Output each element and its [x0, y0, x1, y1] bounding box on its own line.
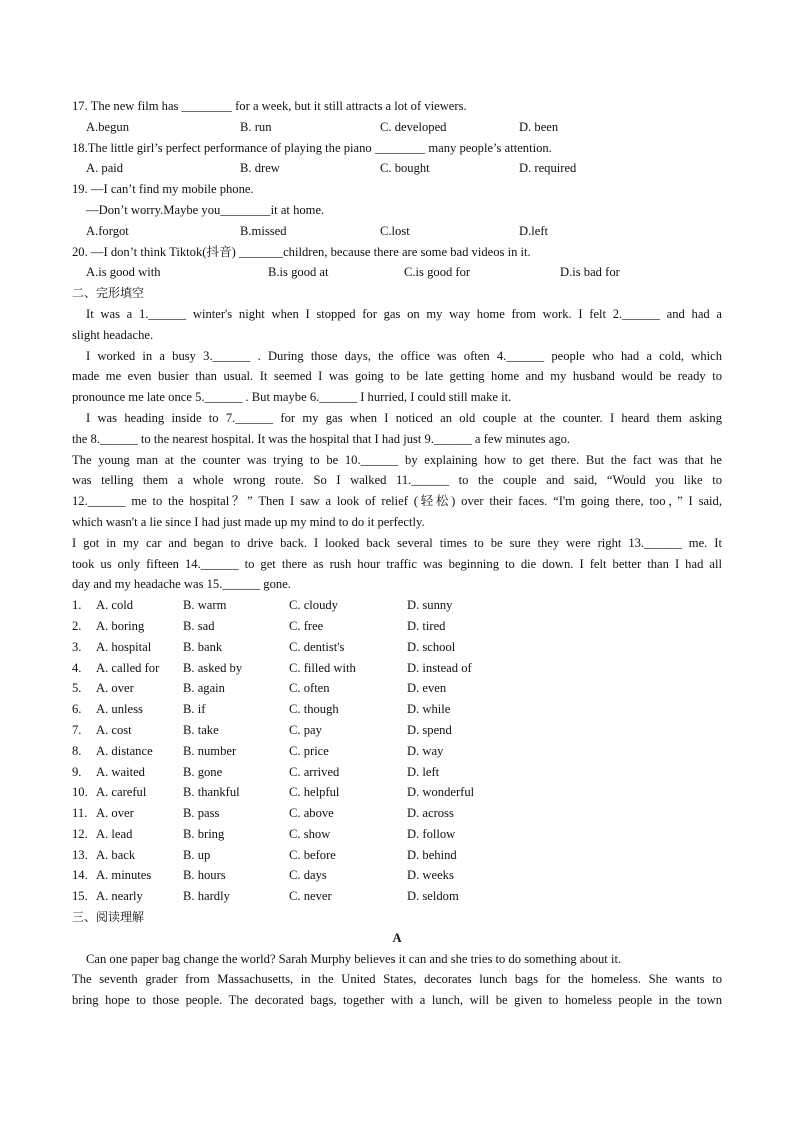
option-number: 2.	[72, 618, 82, 633]
option: C. developed	[380, 119, 447, 134]
option-row	[72, 658, 722, 679]
option-number: 11.	[72, 806, 88, 821]
option: C. often	[289, 681, 330, 696]
option: D. even	[407, 681, 447, 696]
option: C. filled with	[289, 660, 356, 675]
option: C. helpful	[289, 785, 340, 800]
option: B. gone	[183, 764, 223, 779]
option: D. spend	[407, 722, 452, 737]
option: B. hardly	[183, 889, 230, 904]
option: D.is bad for	[560, 265, 620, 280]
option: D. tired	[407, 618, 446, 633]
passage-line: I worked in a busy 3.______ . During those days, the office was often 4.______ people who had a cold, which	[86, 348, 722, 363]
passage-line: made me even busier than usual. It seemed I was going to be late getting home and my husband would be ready to	[72, 369, 722, 384]
option: C. dentist's	[289, 639, 345, 654]
exam-page	[72, 96, 722, 1011]
option-number: 6.	[72, 702, 82, 717]
option: B. number	[183, 743, 237, 758]
option: B. bank	[183, 639, 223, 654]
question-19-options	[72, 221, 722, 242]
option: C.lost	[380, 223, 410, 238]
question-19-stem: 19. —I can’t find my mobile phone.	[72, 182, 254, 197]
passage-line: The seventh grader from Massachusetts, in the United States, decorates lunch bags for the homeless. She wants to	[72, 972, 722, 987]
option: A. nearly	[96, 889, 143, 904]
passage-line: I was heading inside to 7.______ for my gas when I noticed an old couple at the counter. I heard them asking	[86, 410, 722, 425]
cloze-passage	[72, 304, 722, 595]
option: D. while	[407, 702, 451, 717]
question-20-options	[72, 262, 722, 283]
option: D.left	[519, 223, 549, 238]
option: A. distance	[96, 743, 153, 758]
question-20-stem: 20. —I don’t think Tiktok(抖音) _______children, because there are some bad videos in it.	[72, 244, 531, 259]
option-row	[72, 762, 722, 783]
option: C. show	[289, 826, 331, 841]
option: A.begun	[86, 119, 130, 134]
option-number: 5.	[72, 681, 82, 696]
option: D. sunny	[407, 598, 453, 613]
option: D. seldom	[407, 889, 459, 904]
option: B. asked by	[183, 660, 243, 675]
option-number: 8.	[72, 743, 82, 758]
section-title-cloze: 二、完形填空	[72, 286, 145, 301]
option: C. before	[289, 847, 336, 862]
passage-line: The young man at the counter was trying to be 10.______ by explaining how to get there. But the fact was that he	[72, 452, 722, 467]
option: C. pay	[289, 722, 322, 737]
option: B. bring	[183, 826, 225, 841]
option: A. careful	[96, 785, 147, 800]
option-number: 3.	[72, 639, 82, 654]
option-row	[72, 637, 722, 658]
option: A. paid	[86, 161, 124, 176]
option-number: 13.	[72, 847, 88, 862]
option-number: 12.	[72, 826, 88, 841]
option: A. over	[96, 681, 134, 696]
option: B. up	[183, 847, 211, 862]
option: B. again	[183, 681, 225, 696]
passage-line: day and my headache was 15.______ gone.	[72, 577, 291, 592]
option: C.is good for	[404, 265, 471, 280]
option: B. pass	[183, 806, 220, 821]
option: C. bought	[380, 161, 430, 176]
option: D. across	[407, 806, 454, 821]
option: B. thankful	[183, 785, 240, 800]
option-row	[72, 845, 722, 866]
passage-line: Can one paper bag change the world? Sarah Murphy believes it can and she tries to do something about it.	[86, 951, 622, 966]
option: B. if	[183, 702, 206, 717]
option-row	[72, 824, 722, 845]
option: B. hours	[183, 868, 226, 883]
option: A. over	[96, 806, 134, 821]
option: A. boring	[96, 618, 145, 633]
option-row	[72, 699, 722, 720]
option: D. wonderful	[407, 785, 475, 800]
question-18-stem: 18.The little girl’s perfect performance of playing the piano ________ many people’s attention.	[72, 140, 552, 155]
option: A.forgot	[86, 223, 129, 238]
passage-line: It was a 1.______ winter's night when I stopped for gas on my way home from work. I felt 2.______ and had a	[86, 306, 722, 321]
option: B. take	[183, 722, 219, 737]
question-19-reply: —Don’t worry.Maybe you________it at home.	[86, 202, 325, 217]
section-title-reading: 三、阅读理解	[72, 910, 145, 925]
option: C. cloudy	[289, 598, 338, 613]
option: B.missed	[240, 223, 287, 238]
option-number: 9.	[72, 764, 82, 779]
option: B. sad	[183, 618, 215, 633]
option-number: 7.	[72, 722, 82, 737]
option: A. unless	[96, 702, 143, 717]
option: D. follow	[407, 826, 456, 841]
passage-line: bring hope to those people. The decorated bags, together with a lunch, will be given to homeless people in the town	[72, 993, 722, 1008]
option-row	[72, 720, 722, 741]
option: D. school	[407, 639, 456, 654]
option: D. weeks	[407, 868, 454, 883]
option: A. minutes	[96, 868, 152, 883]
passage-line: slight headache.	[72, 327, 154, 342]
option-number: 15.	[72, 889, 88, 904]
reading-passage	[72, 949, 722, 1011]
passage-line: the 8.______ to the nearest hospital. It was the hospital that I had just 9.______ a few minutes ago.	[72, 431, 571, 446]
option: D. left	[407, 764, 440, 779]
option-number: 1.	[72, 598, 82, 613]
passage-line: I got in my car and began to drive back. I looked back several times to be sure they were right 13.______ me. It	[72, 535, 722, 550]
option: A. cold	[96, 598, 134, 613]
passage-label: A	[392, 930, 402, 945]
passage-line: 12.______ me to the hospital？” Then I saw a look of relief (轻松) over their faces. “I'm going there, too，” I said,	[72, 494, 722, 509]
option: D. required	[519, 161, 577, 176]
question-17-options	[72, 117, 722, 138]
cloze-options	[72, 595, 722, 907]
option: B. drew	[240, 161, 280, 176]
option-row	[72, 678, 722, 699]
passage-line: took us only fifteen 14.______ to get there as rush hour traffic was beginning to die down. I felt better than I had all	[72, 556, 722, 571]
option: B. run	[240, 119, 272, 134]
option-number: 4.	[72, 660, 82, 675]
option: C. arrived	[289, 764, 340, 779]
option: A. waited	[96, 764, 145, 779]
option: A. called for	[96, 660, 160, 675]
option: A. hospital	[96, 639, 152, 654]
option: C. though	[289, 702, 339, 717]
option: B.is good at	[268, 265, 329, 280]
option: D. been	[519, 119, 559, 134]
option-row	[72, 782, 722, 803]
question-17-stem: 17. The new film has ________ for a week, but it still attracts a lot of viewers.	[72, 99, 467, 113]
option: A. cost	[96, 722, 132, 737]
option: A. back	[96, 847, 136, 862]
option: D. instead of	[407, 660, 472, 675]
passage-line: pronounce me late once 5.______ . But maybe 6.______ I hurried, I could still make it.	[72, 390, 512, 405]
option-row	[72, 803, 722, 824]
option-row	[72, 886, 722, 907]
option-number: 14.	[72, 868, 88, 883]
option: D. way	[407, 743, 444, 758]
option: C. above	[289, 806, 334, 821]
option: C. never	[289, 889, 332, 904]
option-row	[72, 616, 722, 637]
option-number: 10.	[72, 785, 88, 800]
option: A. lead	[96, 826, 133, 841]
option: D. behind	[407, 847, 457, 862]
option: C. free	[289, 618, 324, 633]
option-row	[72, 595, 722, 616]
option-row	[72, 865, 722, 886]
option: C. days	[289, 868, 327, 883]
option: B. warm	[183, 598, 227, 613]
option: C. price	[289, 743, 329, 758]
passage-line: was telling them a whole wrong route. So I walked 11.______ to the couple and said, “Would you like to	[72, 473, 722, 488]
option: A.is good with	[86, 265, 161, 280]
question-18-options	[72, 158, 722, 179]
passage-line: which wasn't a lie since I had just made up my mind to do it perfectly.	[72, 514, 425, 529]
option-row	[72, 741, 722, 762]
